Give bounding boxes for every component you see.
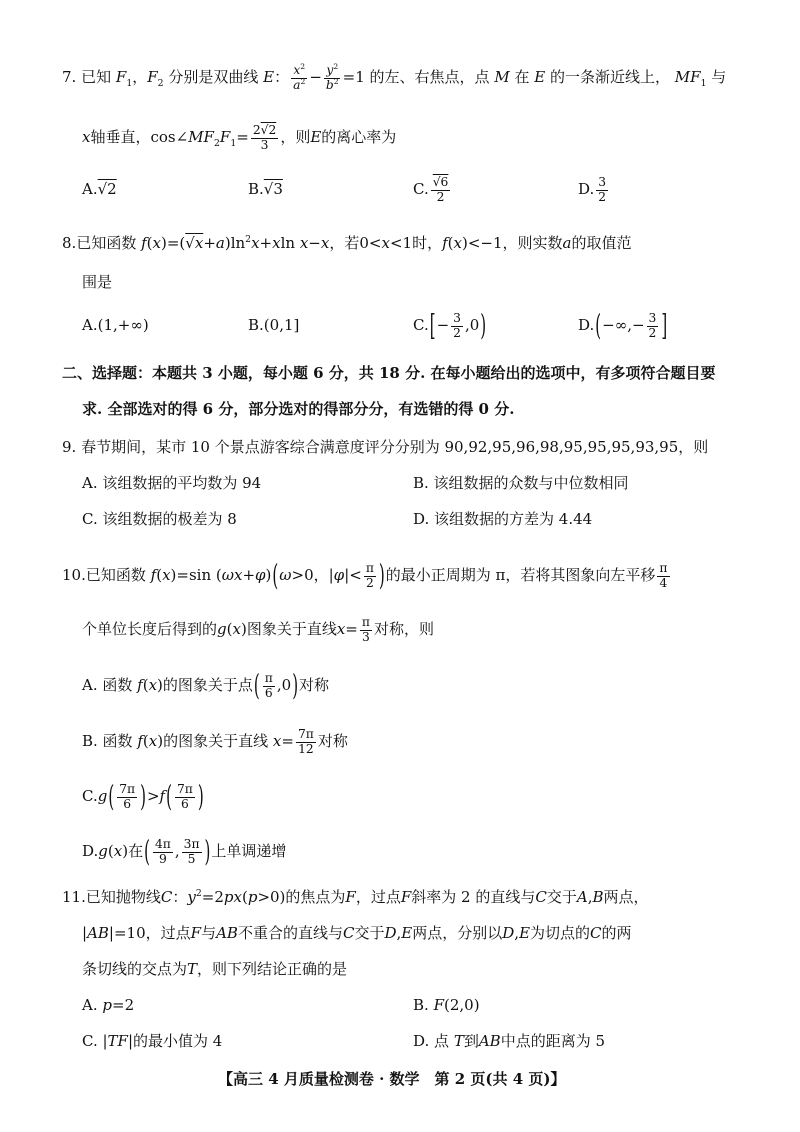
q7-option-c: C. $\frac{√6}{2}$ <box>413 175 449 204</box>
q11-line3: 条切线的交点为T，则下列结论正确的是 <box>82 960 348 978</box>
q7-option-d: D. $\frac{3}{2}$ <box>578 175 607 204</box>
q8-option-c: C.[− $\frac{3}{2}$ ,0) <box>413 307 487 343</box>
q11-line2: |AB|=10，过点F与AB不重合的直线与C交于D,E两点，分别以D,E为切点的C的两 <box>82 924 632 942</box>
q7-option-b: B.√3 <box>248 180 283 198</box>
q10-line1: 10.已知函数 f(x)=sin (ωx+φ)(ω>0，|φ|< $\frac{\pi}{2}$ )的最小正周期为 π，若将其图象向左平移 $\frac{\pi}{4}$ <box>62 557 668 593</box>
q8-line2: 围是 <box>82 273 113 291</box>
q8-option-a: A.(1,+∞) <box>82 316 149 334</box>
q7-line2: x轴垂直，$\cos\angle MF_2F_1=$ $\frac{2√2}{3}$ ，则E的离心率为 <box>82 123 397 152</box>
q7-line1: 7. 已知 $F_1$，$F_2$ 分别是双曲线 E： $\frac{x^2}{a^2}$ − $\frac{y^2}{b^2}$ =1 的左、右焦点，点 M 在 E 的一条渐近线上， $MF_1$ 与 <box>62 61 727 92</box>
q9-option-d: D. 该组数据的方差为 4.44 <box>413 510 593 528</box>
page-footer: 【高三 4 月质量检测卷 · 数学 第 2 页(共 4 页)】 <box>218 1070 566 1088</box>
q7-option-a: A.√2 <box>82 180 117 198</box>
q9-option-b: B. 该组数据的众数与中位数相同 <box>413 474 629 492</box>
q11-option-c: C. |TF|的最小值为 4 <box>82 1032 223 1050</box>
q10-option-c: C.g( $\frac{7\pi}{6}$ )>f( $\frac{7\pi}{6}$ ) <box>82 778 204 814</box>
q11-line1: 11.已知抛物线C：$y^2=2px(p>0)$的焦点为F，过点F斜率为 2 的直线与C交于A,B两点， <box>62 888 649 906</box>
q11-option-a: A. p=2 <box>82 996 135 1014</box>
q9-option-c: C. 该组数据的极差为 8 <box>82 510 237 528</box>
q10-line2: 个单位长度后得到的g(x)图象关于直线x= $\frac{\pi}{3}$ 对称，则 <box>82 615 434 644</box>
q8-option-d: D.(−∞,− $\frac{3}{2}$ ] <box>578 307 668 343</box>
section-2-heading: 二、选择题：本题共 3 小题，每小题 6 分，共 18 分. 在每小题给出的选项中，有多项符合题目要 <box>62 364 716 382</box>
section-2-instructions: 求. 全部选对的得 6 分，部分选对的得部分分，有选错的得 0 分. <box>82 400 515 418</box>
q8-line1: 8.已知函数 $f(x)=(√x+a)\ln^2x+xln$ x−x，若0<x<1时，f(x)<−1，则实数a的取值范 <box>62 234 632 252</box>
q10-option-b: B. 函数 f(x)的图象关于直线 x= $\frac{7\pi}{12}$ 对称 <box>82 727 348 756</box>
q9-stem: 9. 春节期间，某市 10 个景点游客综合满意度评分分别为 90,92,95,96,98,95,95,95,93,95，则 <box>62 438 709 456</box>
q8-option-b: B.(0,1] <box>248 316 300 334</box>
q10-option-d: D.g(x)在( $\frac{4\pi}{9}$ , $\frac{3\pi}{5}$ )上单调递增 <box>82 833 287 869</box>
q10-option-a: A. 函数 f(x)的图象关于点( $\frac{\pi}{6}$ ,0)对称 <box>82 667 330 703</box>
q9-option-a: A. 该组数据的平均数为 94 <box>82 474 262 492</box>
q11-option-b: B. F(2,0) <box>413 996 480 1014</box>
q11-option-d: D. 点 T到AB中点的距离为 5 <box>413 1032 606 1050</box>
